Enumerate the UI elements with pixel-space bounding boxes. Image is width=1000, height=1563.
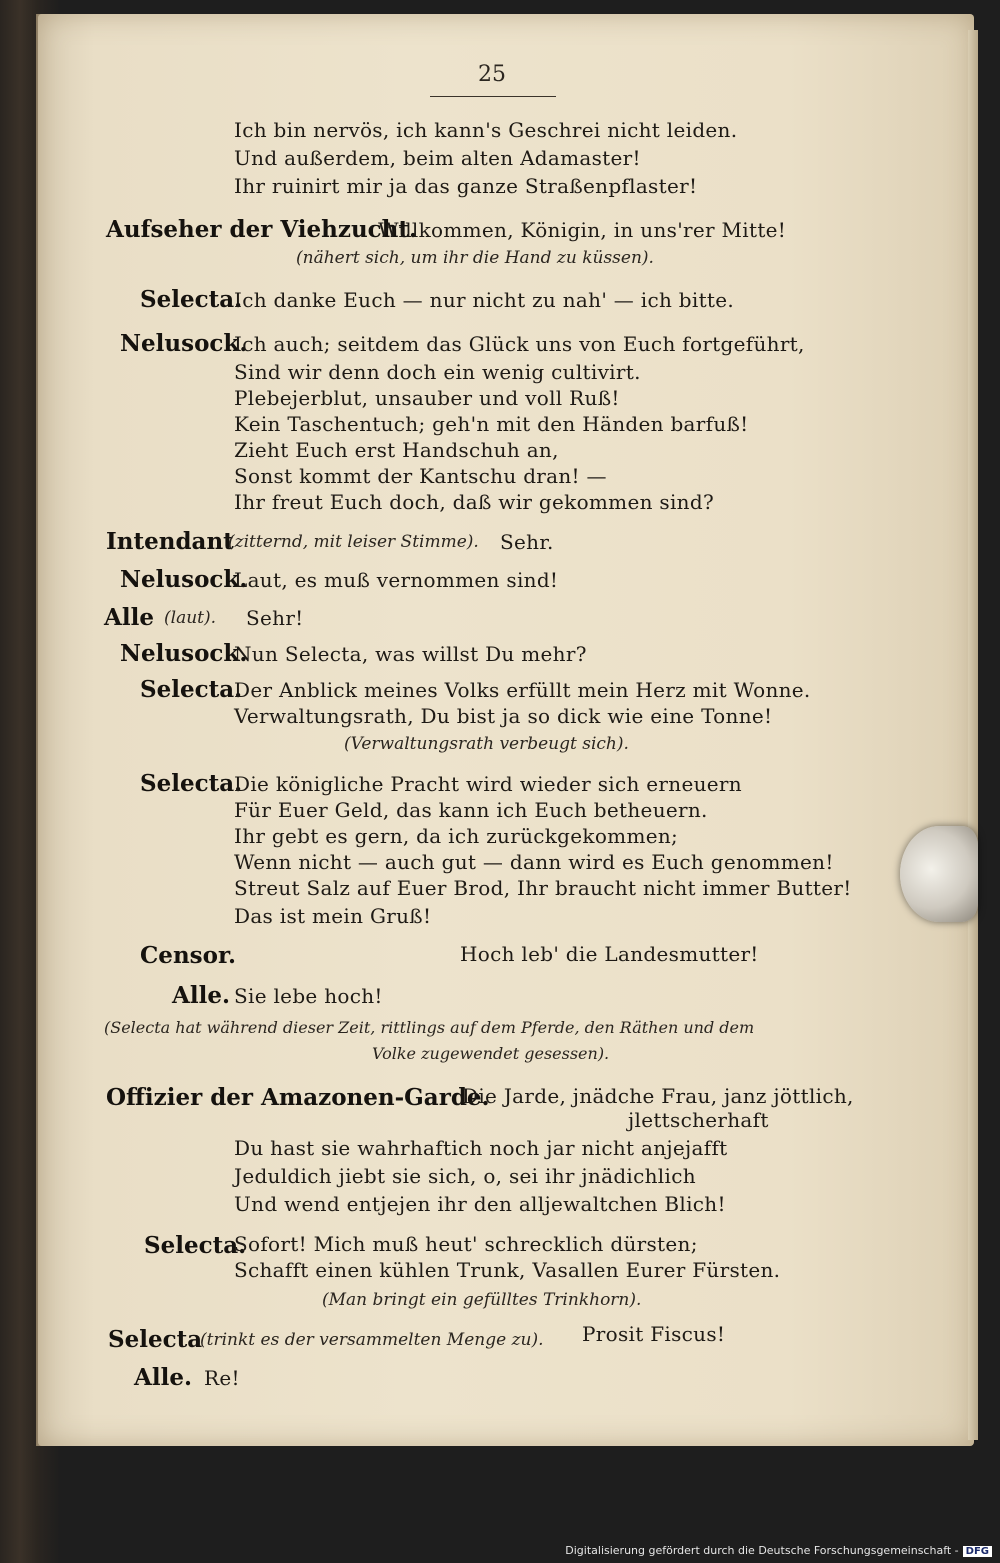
text-line: Die königliche Pracht wird wieder sich erneuern (234, 772, 742, 796)
stage-direction: (zitternd, mit leiser Stimme). (228, 532, 479, 552)
speaker-name: Alle. (172, 982, 230, 1009)
speaker-name: Intendant (106, 528, 234, 555)
text-line: Ihr ruinirt mir ja das ganze Straßenpflaster! (234, 174, 698, 198)
text-line: Verwaltungsrath, Du bist ja so dick wie eine Tonne! (234, 704, 773, 728)
page-number: 25 (478, 62, 506, 87)
speaker-name: Nelusock. (120, 330, 248, 357)
text-line: Und wend entjejen ihr den alljewaltchen Blich! (234, 1192, 726, 1216)
speaker-name: Censor. (140, 942, 236, 969)
speaker-name: Aufseher der Viehzucht. (106, 216, 418, 243)
text-line: Ihr gebt es gern, da ich zurückgekommen; (234, 824, 679, 848)
speaker-name: Nelusock. (120, 640, 248, 667)
stage-direction: (Verwaltungsrath verbeugt sich). (344, 734, 629, 754)
text-line: Die Jarde, jnädche Frau, janz jöttlich, (462, 1084, 854, 1108)
text-line: Ich bin nervös, ich kann's Geschrei nicht leiden. (234, 118, 738, 142)
speaker-name: Selecta (108, 1326, 203, 1353)
text-line: Sofort! Mich muß heut' schrecklich dürsten; (234, 1232, 698, 1256)
speaker-name: Selecta. (144, 1232, 247, 1259)
text-line: Kein Taschentuch; geh'n mit den Händen barfuß! (234, 412, 749, 436)
text-line: Ihr freut Euch doch, daß wir gekommen sind? (234, 490, 714, 514)
dfg-logo: DFG (963, 1546, 992, 1557)
text-line: Streut Salz auf Euer Brod, Ihr braucht nicht immer Butter! (234, 876, 852, 900)
text-line: Jeduldich jiebt sie sich, o, sei ihr jnädichlich (234, 1164, 696, 1188)
stage-direction: (trinkt es der versammelten Menge zu). (200, 1330, 544, 1350)
speaker-name: Selecta. (140, 770, 243, 797)
stage-direction: (Man bringt ein gefülltes Trinkhorn). (322, 1290, 642, 1310)
speaker-name: Alle. (134, 1364, 192, 1391)
text-line: Und außerdem, beim alten Adamaster! (234, 146, 641, 170)
stage-direction: (Selecta hat während dieser Zeit, rittlings auf dem Pferde, den Räthen und dem (104, 1018, 755, 1037)
speaker-name: Selecta. (140, 676, 243, 703)
speaker-name: Alle (104, 604, 154, 631)
header-rule (430, 96, 556, 97)
text-line: Ich danke Euch — nur nicht zu nah' — ich bitte. (234, 288, 735, 312)
page-clip (900, 826, 978, 922)
text-line: Für Euer Geld, das kann ich Euch betheuern. (234, 798, 708, 822)
stage-direction: Volke zugewendet gesessen). (372, 1044, 610, 1063)
footer-text: Digitalisierung gefördert durch die Deutsche Forschungsgemeinschaft - (565, 1544, 959, 1557)
text-line: Der Anblick meines Volks erfüllt mein Herz mit Wonne. (234, 678, 811, 702)
stage-direction: (nähert sich, um ihr die Hand zu küssen). (296, 248, 654, 268)
speaker-name: Selecta. (140, 286, 243, 313)
page-edge (968, 30, 978, 1440)
text-line: Laut, es muß vernommen sind! (234, 568, 559, 592)
text-line: Plebejerblut, unsauber und voll Ruß! (234, 386, 620, 410)
text-line: Willkommen, Königin, in uns'rer Mitte! (378, 218, 787, 242)
speaker-name: Offizier der Amazonen-Garde. (106, 1084, 490, 1111)
stage-direction: (laut). (164, 608, 217, 628)
text-line: Ich auch; seitdem das Glück uns von Euch fortgeführt, (234, 332, 805, 356)
text-line: Prosit Fiscus! (582, 1322, 726, 1346)
text-line: Das ist mein Gruß! (234, 904, 432, 928)
text-line: jlettscherhaft (628, 1108, 769, 1132)
speaker-name: Nelusock. (120, 566, 248, 593)
text-line: Sehr. (500, 530, 554, 554)
text-line: Sie lebe hoch! (234, 984, 383, 1008)
text-line: Wenn nicht — auch gut — dann wird es Euch genommen! (234, 850, 834, 874)
text-line: Zieht Euch erst Handschuh an, (234, 438, 559, 462)
digitization-footer (565, 1544, 992, 1557)
text-line: Sonst kommt der Kantschu dran! — (234, 464, 607, 488)
text-line: Sehr! (246, 606, 304, 630)
text-line: Schafft einen kühlen Trunk, Vasallen Eurer Fürsten. (234, 1258, 781, 1282)
text-line: Sind wir denn doch ein wenig cultivirt. (234, 360, 641, 384)
text-line: Hoch leb' die Landesmutter! (460, 942, 759, 966)
text-line: Du hast sie wahrhaftich noch jar nicht anjejafft (234, 1136, 728, 1160)
text-line: Nun Selecta, was willst Du mehr? (234, 642, 587, 666)
text-line: Re! (204, 1366, 240, 1390)
